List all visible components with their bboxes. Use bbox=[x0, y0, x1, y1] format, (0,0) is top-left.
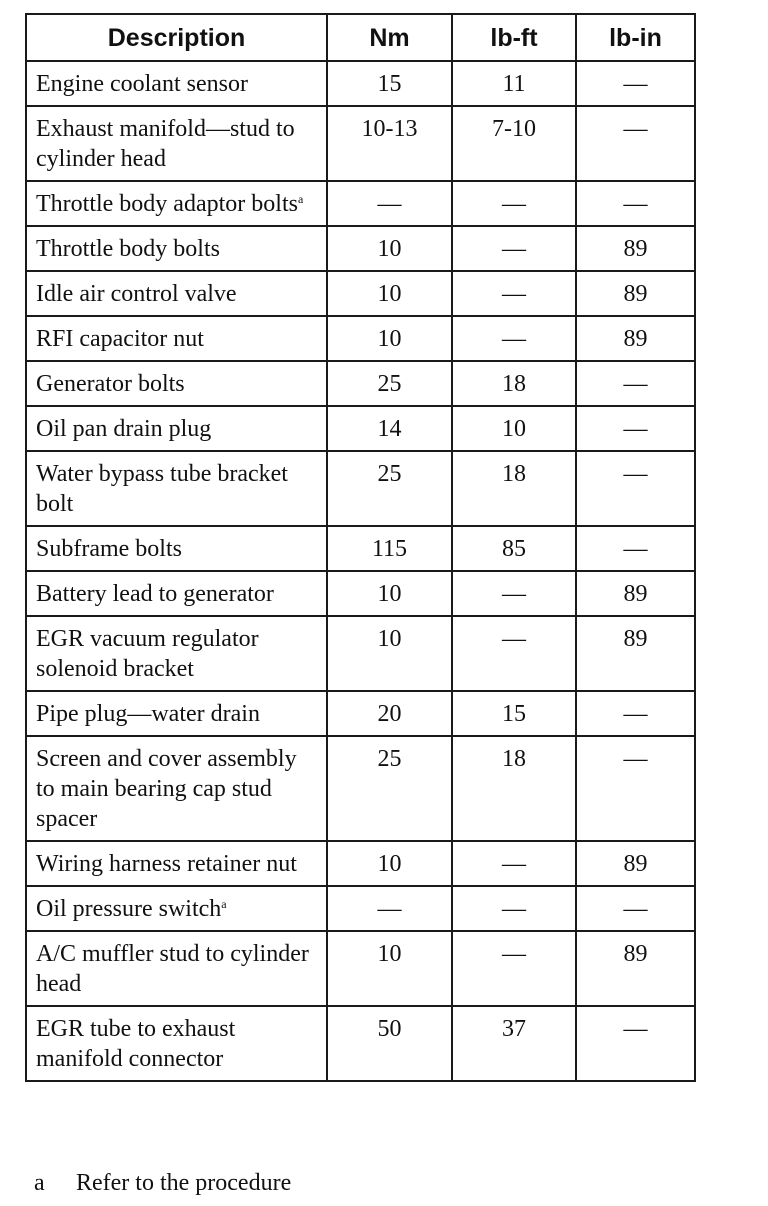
nm-cell: 10 bbox=[327, 226, 452, 271]
description-cell bbox=[26, 226, 327, 271]
description-cell bbox=[26, 271, 327, 316]
lb-in-cell: — bbox=[576, 451, 695, 526]
lb-in-cell: — bbox=[576, 1006, 695, 1081]
lb-ft-cell: 10 bbox=[452, 406, 576, 451]
lb-ft-cell: — bbox=[452, 886, 576, 931]
description-cell bbox=[26, 181, 327, 226]
table-row bbox=[26, 451, 695, 526]
description-text: Throttle body bolts bbox=[36, 236, 220, 262]
nm-cell: — bbox=[327, 886, 452, 931]
description-cell bbox=[26, 106, 327, 181]
description-text: Idle air control valve bbox=[36, 281, 237, 307]
description-cell bbox=[26, 931, 327, 1006]
nm-cell: 10 bbox=[327, 316, 452, 361]
description-cell bbox=[26, 886, 327, 931]
table-header-row bbox=[26, 14, 695, 61]
lb-in-cell: — bbox=[576, 406, 695, 451]
table-row bbox=[26, 316, 695, 361]
description-cell bbox=[26, 1006, 327, 1081]
nm-cell: 25 bbox=[327, 451, 452, 526]
nm-cell: 10 bbox=[327, 616, 452, 691]
lb-in-cell: 89 bbox=[576, 271, 695, 316]
description-cell bbox=[26, 616, 327, 691]
lb-ft-cell: 15 bbox=[452, 691, 576, 736]
description-text: Water bypass tube bracket bolt bbox=[36, 461, 288, 517]
description-text: Engine coolant sensor bbox=[36, 71, 248, 97]
lb-in-cell: 89 bbox=[576, 226, 695, 271]
torque-specifications-table bbox=[25, 13, 696, 1082]
lb-ft-cell: 18 bbox=[452, 451, 576, 526]
table-row bbox=[26, 691, 695, 736]
column-header-nm: Nm bbox=[327, 14, 452, 61]
nm-cell: — bbox=[327, 181, 452, 226]
lb-in-cell: — bbox=[576, 61, 695, 106]
lb-ft-cell: — bbox=[452, 226, 576, 271]
column-header-lb-in: lb-in bbox=[576, 14, 695, 61]
nm-cell: 10 bbox=[327, 571, 452, 616]
lb-ft-cell: — bbox=[452, 841, 576, 886]
column-header-lb-ft: lb-ft bbox=[452, 14, 576, 61]
lb-ft-cell: 18 bbox=[452, 361, 576, 406]
description-text: Battery lead to generator bbox=[36, 581, 274, 607]
table-row bbox=[26, 406, 695, 451]
table-row bbox=[26, 571, 695, 616]
column-header-description: Description bbox=[26, 14, 327, 61]
description-cell bbox=[26, 526, 327, 571]
description-cell bbox=[26, 451, 327, 526]
footnote-text: Refer to the procedure bbox=[76, 1170, 292, 1196]
table-row bbox=[26, 271, 695, 316]
nm-cell: 15 bbox=[327, 61, 452, 106]
table-row bbox=[26, 61, 695, 106]
lb-in-cell: 89 bbox=[576, 571, 695, 616]
nm-cell: 10 bbox=[327, 841, 452, 886]
lb-in-cell: — bbox=[576, 736, 695, 841]
lb-in-cell: 89 bbox=[576, 931, 695, 1006]
description-text: Subframe bolts bbox=[36, 536, 182, 562]
lb-ft-cell: — bbox=[452, 571, 576, 616]
description-text: Pipe plug—water drain bbox=[36, 701, 260, 727]
lb-ft-cell: — bbox=[452, 616, 576, 691]
lb-ft-cell: 85 bbox=[452, 526, 576, 571]
table-row bbox=[26, 361, 695, 406]
lb-ft-cell: — bbox=[452, 316, 576, 361]
table-row bbox=[26, 1006, 695, 1081]
description-cell bbox=[26, 841, 327, 886]
lb-in-cell: — bbox=[576, 886, 695, 931]
footnote-reference: a bbox=[221, 897, 227, 911]
description-cell bbox=[26, 361, 327, 406]
description-text: A/C muffler stud to cylinder head bbox=[36, 941, 309, 997]
lb-ft-cell: 18 bbox=[452, 736, 576, 841]
footnote-reference: a bbox=[297, 192, 304, 206]
lb-in-cell: — bbox=[576, 691, 695, 736]
nm-cell: 10 bbox=[327, 931, 452, 1006]
lb-ft-cell: — bbox=[452, 931, 576, 1006]
lb-in-cell: 89 bbox=[576, 616, 695, 691]
description-cell bbox=[26, 691, 327, 736]
nm-cell: 50 bbox=[327, 1006, 452, 1081]
description-text: Wiring harness retainer nut bbox=[36, 851, 297, 877]
footnote bbox=[34, 1168, 291, 1198]
nm-cell: 14 bbox=[327, 406, 452, 451]
nm-cell: 25 bbox=[327, 361, 452, 406]
table-row bbox=[26, 841, 695, 886]
description-text: EGR vacuum regulator solenoid bracket bbox=[36, 626, 259, 682]
description-text: Throttle body adaptor bolts bbox=[36, 191, 298, 217]
table-row bbox=[26, 181, 695, 226]
description-text: EGR tube to exhaust manifold connector bbox=[36, 1016, 236, 1072]
description-text: RFI capacitor nut bbox=[36, 326, 204, 352]
lb-in-cell: 89 bbox=[576, 316, 695, 361]
table-row bbox=[26, 736, 695, 841]
lb-in-cell: — bbox=[576, 181, 695, 226]
table-row bbox=[26, 886, 695, 931]
footnote-mark: a bbox=[34, 1170, 45, 1196]
description-cell bbox=[26, 61, 327, 106]
lb-in-cell: — bbox=[576, 106, 695, 181]
lb-ft-cell: 7-10 bbox=[452, 106, 576, 181]
table-row bbox=[26, 526, 695, 571]
table-row bbox=[26, 616, 695, 691]
lb-in-cell: — bbox=[576, 361, 695, 406]
table-row bbox=[26, 106, 695, 181]
lb-ft-cell: 11 bbox=[452, 61, 576, 106]
description-text: Oil pressure switch bbox=[36, 896, 222, 922]
lb-in-cell: — bbox=[576, 526, 695, 571]
table-row bbox=[26, 226, 695, 271]
description-text: Generator bolts bbox=[36, 371, 185, 397]
description-cell bbox=[26, 316, 327, 361]
nm-cell: 25 bbox=[327, 736, 452, 841]
nm-cell: 10-13 bbox=[327, 106, 452, 181]
description-cell bbox=[26, 406, 327, 451]
lb-ft-cell: 37 bbox=[452, 1006, 576, 1081]
lb-ft-cell: — bbox=[452, 271, 576, 316]
lb-in-cell: 89 bbox=[576, 841, 695, 886]
description-cell bbox=[26, 736, 327, 841]
nm-cell: 115 bbox=[327, 526, 452, 571]
description-text: Screen and cover assembly to main bearing cap stud spacer bbox=[36, 746, 297, 832]
description-text: Exhaust manifold—stud to cylinder head bbox=[36, 116, 295, 172]
nm-cell: 10 bbox=[327, 271, 452, 316]
lb-ft-cell: — bbox=[452, 181, 576, 226]
description-text: Oil pan drain plug bbox=[36, 416, 212, 442]
nm-cell: 20 bbox=[327, 691, 452, 736]
table-row bbox=[26, 931, 695, 1006]
table-body bbox=[26, 61, 695, 1081]
description-cell bbox=[26, 571, 327, 616]
